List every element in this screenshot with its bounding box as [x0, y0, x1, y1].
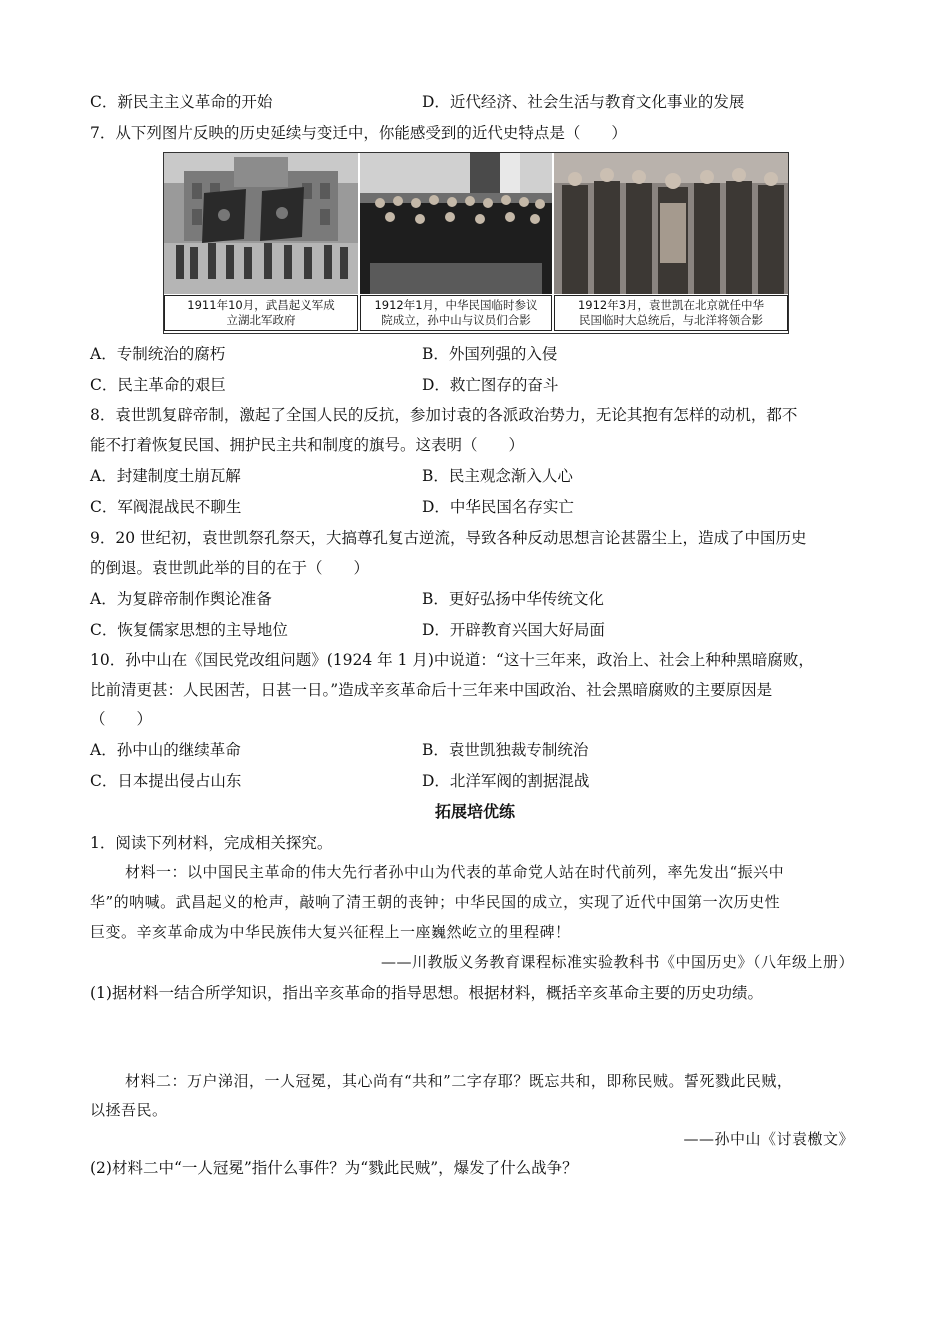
q6-option-c: C．新民主主义革命的开始: [90, 93, 273, 111]
q10-stem-line-3: （ ）: [90, 710, 153, 728]
q8-option-d: D．中华民国名存实亡: [422, 498, 574, 516]
q7-option-c: C．民主革命的艰巨: [90, 376, 226, 394]
caption-1-line-1: 1911年10月，武昌起义军成: [187, 298, 335, 312]
caption-photo-3: [554, 295, 788, 331]
caption-3-line-2: 民国临时大总统后，与北洋将领合影: [579, 313, 763, 327]
q9-stem-line-2: 的倒退。袁世凯此举的目的在于（ ）: [90, 559, 370, 577]
q8-stem-line-2: 能不打着恢复民国、拥护民主共和制度的旗号。这表明（ ）: [90, 436, 525, 454]
q7-option-b: B．外国列强的入侵: [422, 345, 558, 363]
q8-stem-line-1: 8．袁世凯复辟帝制，激起了全国人民的反抗，参加讨袁的各派政治势力，无论其抱有怎样的动机，都不: [90, 406, 798, 424]
section-title: 拓展培优练: [434, 802, 515, 821]
q7-option-a: A．专制统治的腐朽: [90, 345, 226, 363]
q9-option-b: B．更好弘扬中华传统文化: [422, 590, 604, 608]
q6-option-d: D．近代经济、社会生活与教育文化事业的发展: [422, 93, 745, 111]
material-2-line-2: 以拯吾民。: [90, 1101, 168, 1119]
q10-stem-line-1: 10．孙中山在《国民党改组问题》(1924 年 1 月)中说道：“这十三年来，政治上、社会上种种黑暗腐败，: [90, 651, 814, 669]
q9-option-c: C．恢复儒家思想的主导地位: [90, 621, 288, 639]
q8-option-a: A．封建制度土崩瓦解: [90, 467, 241, 485]
q9-option-d: D．开辟教育兴国大好局面: [422, 621, 605, 639]
ext1-question-1: (1)据材料一结合所学知识，指出辛亥革命的指导思想。根据材料，概括辛亥革命主要的历史功绩。: [90, 984, 763, 1002]
material-1-line-1: 材料一：以中国民主革命的伟大先行者孙中山为代表的革命党人站在时代前列，率先发出“振兴中: [125, 863, 785, 881]
q7-stem: 7．从下列图片反映的历史延续与变迁中，你能感受到的近代史特点是（ ）: [90, 124, 627, 142]
q10-stem-line-2: 比前清更甚：人民困苦，日甚一日。”造成辛亥革命后十三年来中国政治、社会黑暗腐败的主要原因是: [90, 681, 773, 699]
caption-1-line-2: 立湖北军政府: [226, 313, 296, 327]
caption-photo-2: [360, 295, 552, 331]
material-2-source: ——孙中山《讨袁檄文》: [683, 1130, 854, 1148]
q8-option-c: C．军阀混战民不聊生: [90, 498, 242, 516]
photo-provisional-senate: [360, 153, 552, 294]
q7-option-d: D．救亡图存的奋斗: [422, 376, 559, 394]
caption-2-line-2: 院成立，孙中山与议员们合影: [381, 313, 531, 327]
material-1-source: ——川教版义务教育课程标准实验教科书《中国历史》（八年级上册）: [380, 953, 854, 971]
ext1-question-2: (2)材料二中“一人冠冕”指什么事件？为“戮此民贼”，爆发了什么战争？: [90, 1159, 578, 1177]
q8-option-b: B．民主观念渐入人心: [422, 467, 573, 485]
ext1-stem: 1．阅读下列材料，完成相关探究。: [90, 834, 333, 852]
q10-option-b: B．袁世凯独裁专制统治: [422, 741, 589, 759]
material-2-line-1: 材料二：万户涕泪，一人冠冕，其心尚有“共和”二字存耶？既忘共和，即称民贼。誓死戮此民贼，: [125, 1072, 793, 1090]
caption-3-line-1: 1912年3月，袁世凯在北京就任中华: [577, 298, 765, 312]
material-1-line-3: 巨变。辛亥革命成为中华民族伟大复兴征程上一座巍然屹立的里程碑！: [90, 923, 571, 941]
q9-option-a: A．为复辟帝制作舆论准备: [90, 590, 272, 608]
q9-stem-line-1: 9．20 世纪初，袁世凯祭孔祭天，大搞尊孔复古逆流，导致各种反动思想言论甚嚣尘上，造成了中国历史: [90, 529, 807, 547]
q10-option-d: D．北洋军阀的割据混战: [422, 772, 590, 790]
photo-yuan-shikai-beiyang: [554, 153, 788, 294]
q10-option-c: C．日本提出侵占山东: [90, 772, 242, 790]
photo-wuchang-military-government: [164, 153, 358, 294]
q10-option-a: A．孙中山的继续革命: [90, 741, 241, 759]
material-1-line-2: 华”的呐喊。武昌起义的枪声，敲响了清王朝的丧钟；中华民国的成立，实现了近代中国第一次历史性: [90, 893, 781, 911]
caption-2-line-1: 1912年1月，中华民国临时参议: [374, 298, 538, 312]
q7-photo-strip: [163, 152, 789, 334]
caption-photo-1: [164, 295, 358, 331]
